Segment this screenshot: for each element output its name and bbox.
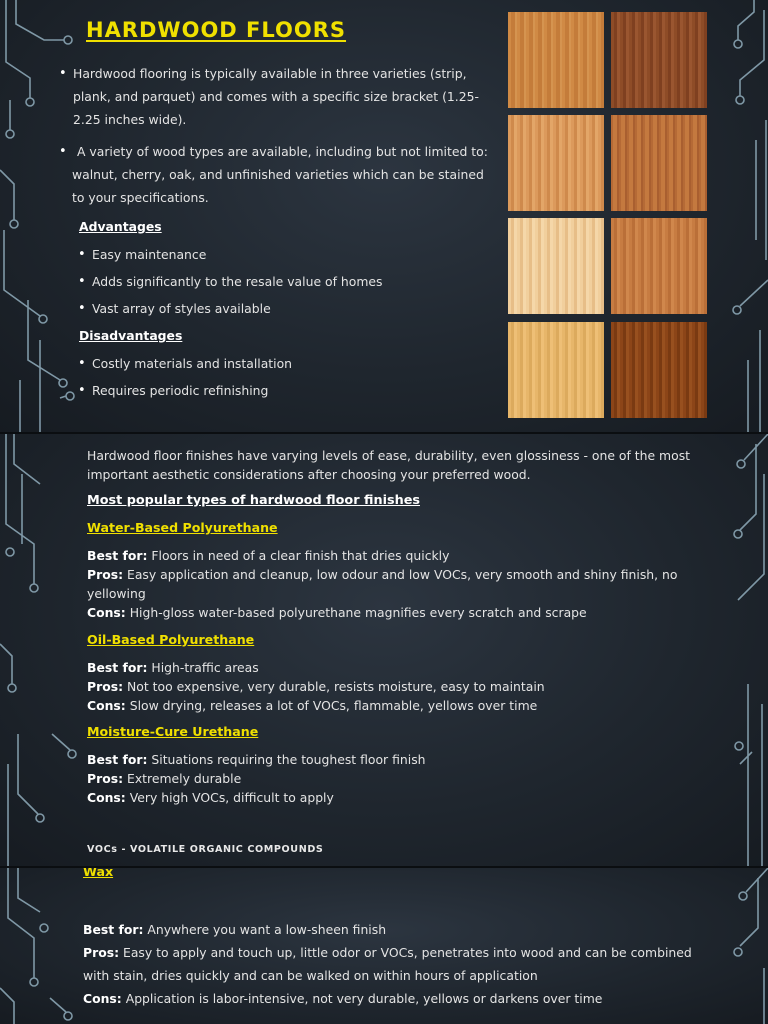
wood-swatch-image <box>508 115 604 211</box>
cons-line <box>87 788 707 807</box>
slide-title: HARDWOOD FLOORS <box>86 18 347 42</box>
value: Floors in need of a clear finish that dries quickly <box>151 548 450 563</box>
circuit-decoration-left <box>0 0 80 432</box>
bullet-text-line: Hardwood flooring is typically available in three varieties (strip, <box>73 66 467 81</box>
wood-swatch-image <box>611 12 707 108</box>
bullet-dot: • <box>78 356 86 371</box>
disadvantages-heading: Disadvantages <box>79 328 183 343</box>
bullet-text-line: to your specifications. <box>72 190 209 205</box>
intro-bullet-1 <box>59 62 513 131</box>
disadvantage-text: Costly materials and installation <box>92 356 293 371</box>
bullet-dot: • <box>78 247 86 262</box>
pros-continuation: yellowing <box>87 586 146 601</box>
intro-line: Hardwood floor finishes have varying levels of ease, durability, even glossiness - one of the most <box>87 448 691 463</box>
value: Situations requiring the toughest floor finish <box>151 752 426 767</box>
value: Application is labor-intensive, not very durable, yellows or darkens over time <box>125 991 603 1006</box>
slide-wax-finish <box>0 868 768 1024</box>
label: Best for: <box>87 548 148 563</box>
bullet-dot: • <box>59 66 67 81</box>
slide-floor-finishes <box>0 434 768 866</box>
label: Best for: <box>87 660 148 675</box>
moisture-cure-details <box>87 750 707 807</box>
pros-line <box>87 565 707 584</box>
value: High-gloss water-based polyurethane magnifies every scratch and scrape <box>129 605 587 620</box>
wood-swatch-image <box>611 115 707 211</box>
wax-heading: Wax <box>83 868 114 879</box>
circuit-decoration-left <box>0 434 80 866</box>
pros-line <box>87 677 707 696</box>
moisture-cure-heading: Moisture-Cure Urethane <box>87 724 259 739</box>
label: Pros: <box>87 771 124 786</box>
oil-based-details <box>87 658 707 715</box>
label: Pros: <box>83 945 120 960</box>
cons-line <box>87 696 707 715</box>
best-for-line <box>87 546 707 565</box>
label: Pros: <box>87 567 124 582</box>
advantage-text: Vast array of styles available <box>92 301 271 316</box>
water-based-details <box>87 546 707 622</box>
voc-footnote: VOCs - VOLATILE ORGANIC COMPOUNDS <box>87 844 324 855</box>
disadvantage-item <box>78 352 293 375</box>
intro-line: important aesthetic considerations after choosing your preferred wood. <box>87 467 531 482</box>
wax-details <box>83 918 723 1010</box>
pros-line <box>83 941 723 964</box>
finishes-intro <box>87 446 707 484</box>
label: Cons: <box>87 605 126 620</box>
advantage-text: Easy maintenance <box>92 247 207 262</box>
wood-swatch-image <box>508 218 604 314</box>
popular-finishes-heading: Most popular types of hardwood floor finishes <box>87 493 420 508</box>
bullet-dot: • <box>78 383 86 398</box>
value: Not too expensive, very durable, resists moisture, easy to maintain <box>127 679 545 694</box>
label: Cons: <box>87 790 126 805</box>
label: Cons: <box>87 698 126 713</box>
pros-line <box>87 769 707 788</box>
wood-swatch-image <box>508 322 604 418</box>
label: Pros: <box>87 679 124 694</box>
value: Anywhere you want a low-sheen finish <box>147 922 387 937</box>
advantage-item <box>78 297 271 320</box>
best-for-line <box>83 918 723 941</box>
wood-swatch-image <box>611 218 707 314</box>
bullet-dot: • <box>59 144 67 159</box>
water-based-heading: Water-Based Polyurethane <box>87 520 278 535</box>
wood-swatch-image <box>508 12 604 108</box>
best-for-line <box>87 658 707 677</box>
disadvantage-text: Requires periodic refinishing <box>92 383 269 398</box>
bullet-text-line: A variety of wood types are available, including but not limited to: <box>77 144 488 159</box>
label: Best for: <box>83 922 144 937</box>
label: Best for: <box>87 752 148 767</box>
pros-continuation: with stain, dries quickly and can be walked on within hours of application <box>83 968 538 983</box>
advantage-item <box>78 243 207 266</box>
advantage-item <box>78 270 383 293</box>
circuit-decoration-left <box>0 868 80 1024</box>
advantages-heading: Advantages <box>79 219 162 234</box>
bullet-text-line: 2.25 inches wide). <box>73 112 187 127</box>
circuit-decoration-right <box>708 434 768 866</box>
cons-line <box>83 987 723 1010</box>
value: Easy application and cleanup, low odour and low VOCs, very smooth and shiny finish, no <box>127 567 678 582</box>
value: Very high VOCs, difficult to apply <box>129 790 334 805</box>
circuit-decoration-right <box>708 0 768 432</box>
slide-hardwood-floors <box>0 0 768 432</box>
oil-based-heading: Oil-Based Polyurethane <box>87 632 255 647</box>
cons-line <box>87 603 707 622</box>
value: High-traffic areas <box>151 660 259 675</box>
disadvantage-item <box>78 379 269 402</box>
value: Extremely durable <box>127 771 242 786</box>
intro-bullet-2 <box>59 140 513 209</box>
bullet-text-line: walnut, cherry, oak, and unfinished varieties which can be stained <box>72 167 484 182</box>
bullet-dot: • <box>78 274 86 289</box>
bullet-text-line: plank, and parquet) and comes with a specific size bracket (1.25- <box>73 89 479 104</box>
value: Slow drying, releases a lot of VOCs, flammable, yellows over time <box>129 698 538 713</box>
best-for-line <box>87 750 707 769</box>
advantage-text: Adds significantly to the resale value of homes <box>92 274 383 289</box>
bullet-dot: • <box>78 301 86 316</box>
label: Cons: <box>83 991 122 1006</box>
value: Easy to apply and touch up, little odor or VOCs, penetrates into wood and can be combined <box>123 945 692 960</box>
wood-swatch-image <box>611 322 707 418</box>
